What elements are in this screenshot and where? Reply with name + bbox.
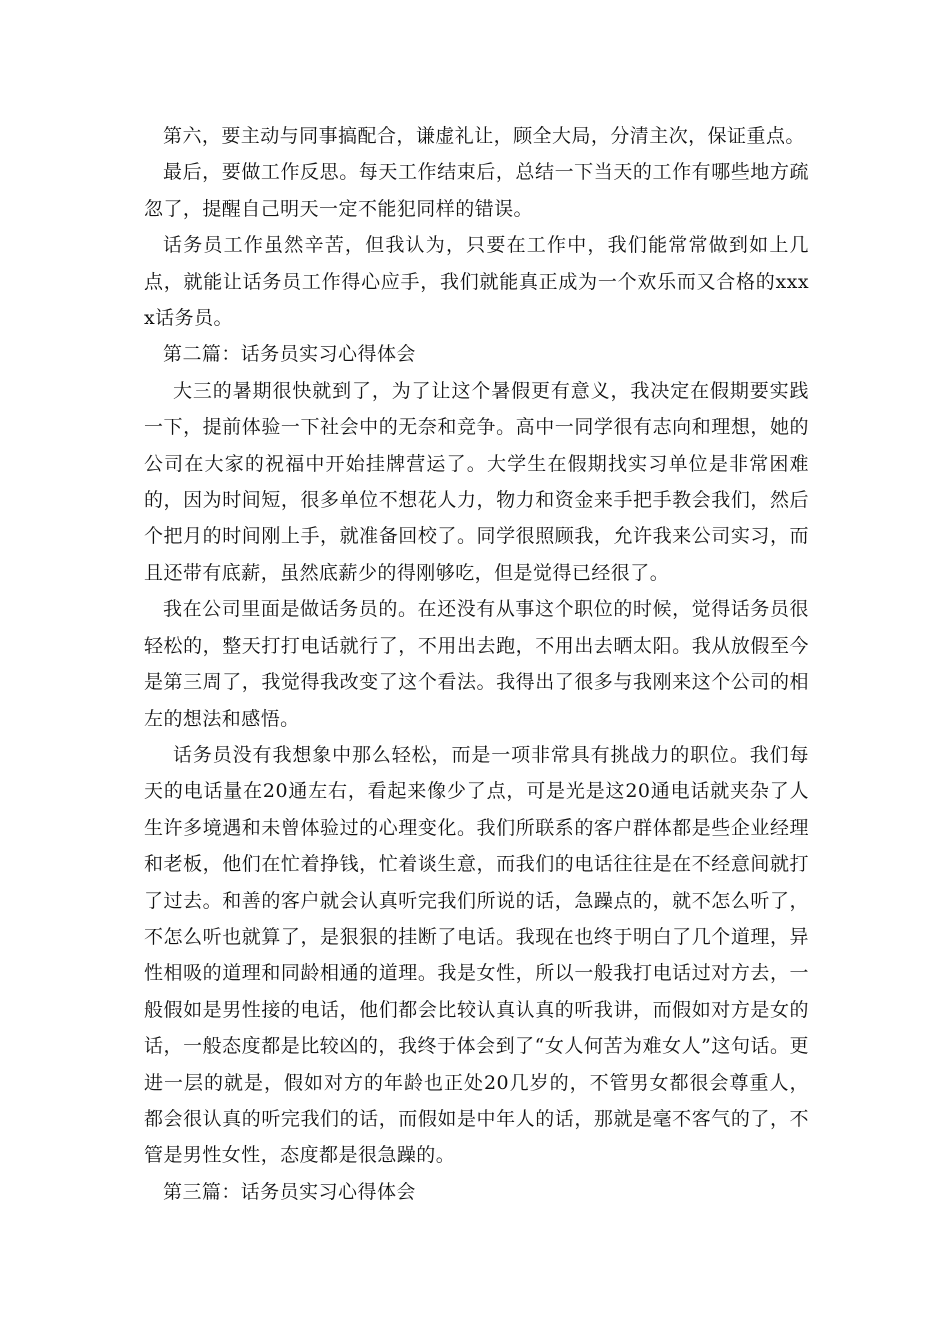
paragraph: 最后，要做工作反思。每天工作结束后，总结一下当天的工作有哪些地方疏忽了，提醒自己明天一定不能犯同样的错误。 xyxy=(144,161,809,220)
paragraph: 话务员没有我想象中那么轻松，而是一项非常具有挑战力的职位。我们每天的电话量在20通左右，看起来像少了点，可是光是这20通电话就夹杂了人生许多境遇和未曾体验过的心理变化。我们所联系的客户群体都是些企业经理和老板，他们在忙着挣钱，忙着谈生意，而我们的电话往往是在不经意间就打了过去。和善的客户就会认真听完我们所说的话，急躁点的，就不怎么听了，不怎么听也就算了，是狠狠的挂断了电话。我现在也终于明白了几个道理，异性相吸的道理和同龄相通的道理。我是女性，所以一般我打电话过对方去，一般假如是男性接的电话，他们都会比较认真认真的听我讲，而假如对方是女的话，一般态度都是比较凶的，我终于体会到了“女人何苦为难女人”这句话。更进一层的就是，假如对方的年龄也正处20几岁的，不管男女都很会尊重人，都会很认真的听完我们的话，而假如是中年人的话，那就是毫不客气的了，不管是男性女性，态度都是很急躁的。 xyxy=(144,743,809,1167)
document-body xyxy=(144,118,809,1210)
section-heading: 第二篇：话务员实习心得体会 xyxy=(163,343,416,366)
paragraph: 话务员工作虽然辛苦，但我认为，只要在工作中，我们能常常做到如上几点，就能让话务员工作得心应手，我们就能真正成为一个欢乐而又合格的xxxx话务员。 xyxy=(144,234,809,330)
paragraph: 大三的暑期很快就到了，为了让这个暑假更有意义，我决定在假期要实践一下，提前体验一下社会中的无奈和竞争。高中一同学很有志向和理想，她的公司在大家的祝福中开始挂牌营运了。大学生在假期找实习单位是非常困难的，因为时间短，很多单位不想花人力，物力和资金来手把手教会我们，然后个把月的时间刚上手，就准备回校了。同学很照顾我，允许我来公司实习，而且还带有底薪，虽然底薪少的得刚够吃，但是觉得已经很了。 xyxy=(144,379,809,584)
paragraph: 我在公司里面是做话务员的。在还没有从事这个职位的时候，觉得话务员很轻松的，整天打打电话就行了，不用出去跑，不用出去晒太阳。我从放假至今是第三周了，我觉得我改变了这个看法。我得出了很多与我刚来这个公司的相左的想法和感悟。 xyxy=(144,598,809,730)
paragraph: 第六，要主动与同事搞配合，谦虚礼让，顾全大局，分清主次，保证重点。 xyxy=(163,125,805,147)
section-heading: 第三篇：话务员实习心得体会 xyxy=(163,1180,416,1203)
